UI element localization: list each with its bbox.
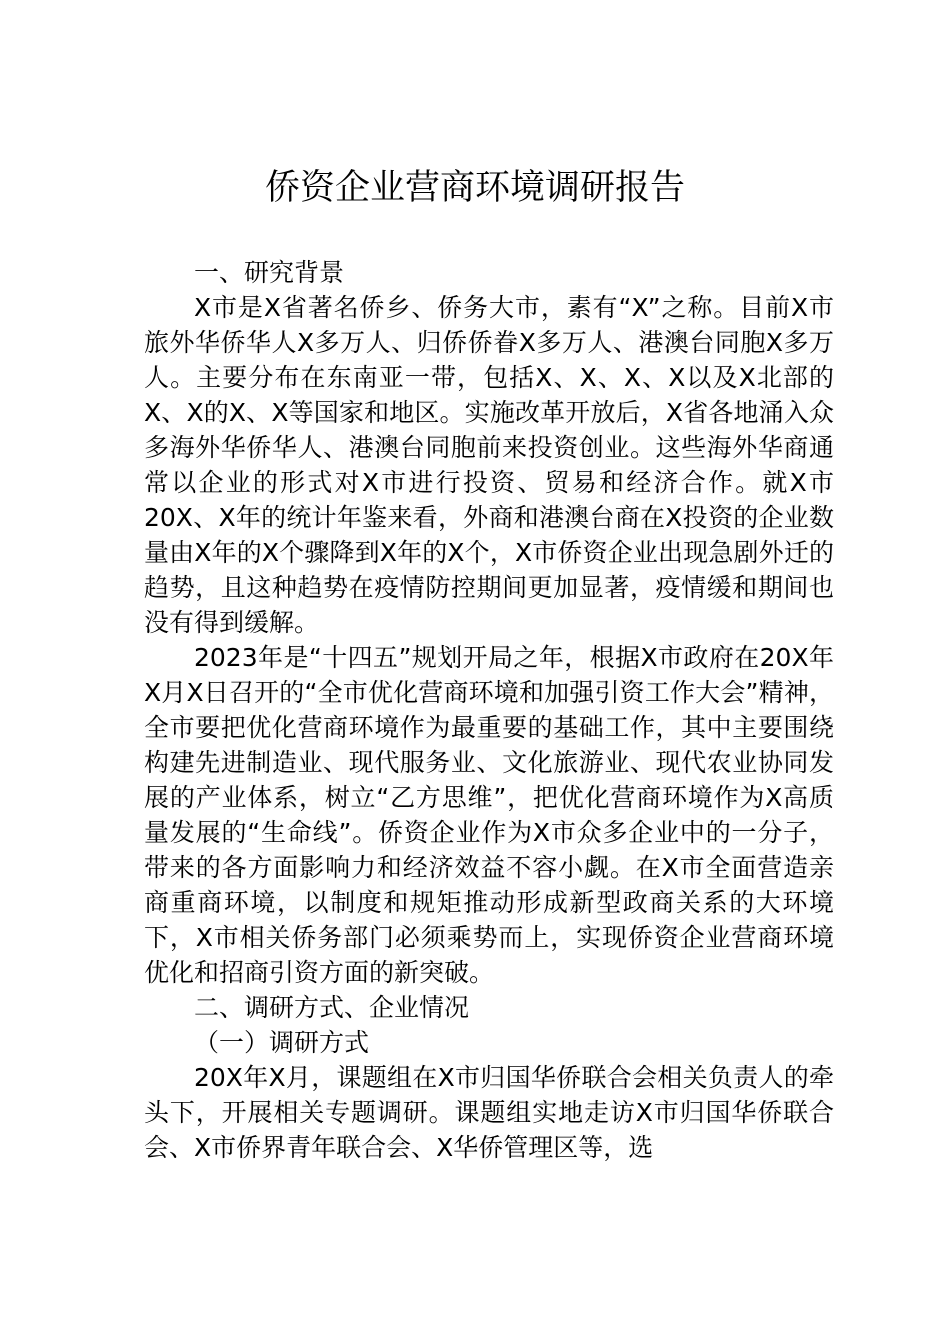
document-title: 侨资企业营商环境调研报告: [264, 168, 685, 208]
section-heading-background: 一、研究背景: [194, 258, 345, 287]
paragraph-background-1: X市是X省著名侨乡、侨务大市，素有“X”之称。目前X市旅外华侨华人X多万人、归侨侨眷X多万人、港澳台同胞X多万人。主要分布在东南亚一带，包括X、X、X、X以及X北部的X、X的X、X等国家和地区。实施改革开放后，X省各地涌入众多海外华侨华人、港澳台同胞前来投资创业。这些海外华商通常以企业的形式对X市进行投资、贸易和经济合作。就X市20X、X年的统计年鉴来看，外商和港澳台商在X投资的企业数量由X年的X个骤降到X年的X个，X市侨资企业出现急剧外迁的趋势，且这种趋势在疫情防控期间更加显著，疫情缓和期间也没有得到缓解。: [144, 293, 834, 637]
subsection-heading-method: （一）调研方式: [194, 1028, 370, 1057]
section-heading-method: 二、调研方式、企业情况: [194, 993, 470, 1022]
paragraph-background-2: 2023年是“十四五”规划开局之年，根据X市政府在20X年X月X日召开的“全市优化营商环境和加强引资工作大会”精神，全市要把优化营商环境作为最重要的基础工作，其中主要围绕构建先进制造业、现代服务业、文化旅游业、现代农业协同发展的产业体系，树立“乙方思维”，把优化营商环境作为X高质量发展的“生命线”。侨资企业作为X市众多企业中的一分子，带来的各方面影响力和经济效益不容小觑。在X市全面营造亲商重商环境，以制度和规矩推动形成新型政商关系的大环境下，X市相关侨务部门必须乘势而上，实现侨资企业营商环境优化和招商引资方面的新突破。: [144, 643, 834, 987]
document-body: [144, 255, 834, 1165]
paragraph-method-1: 20X年X月，课题组在X市归国华侨联合会相关负责人的牵头下，开展相关专题调研。课题组实地走访X市归国华侨联合会、X市侨界青年联合会、X华侨管理区等，选: [144, 1063, 834, 1162]
